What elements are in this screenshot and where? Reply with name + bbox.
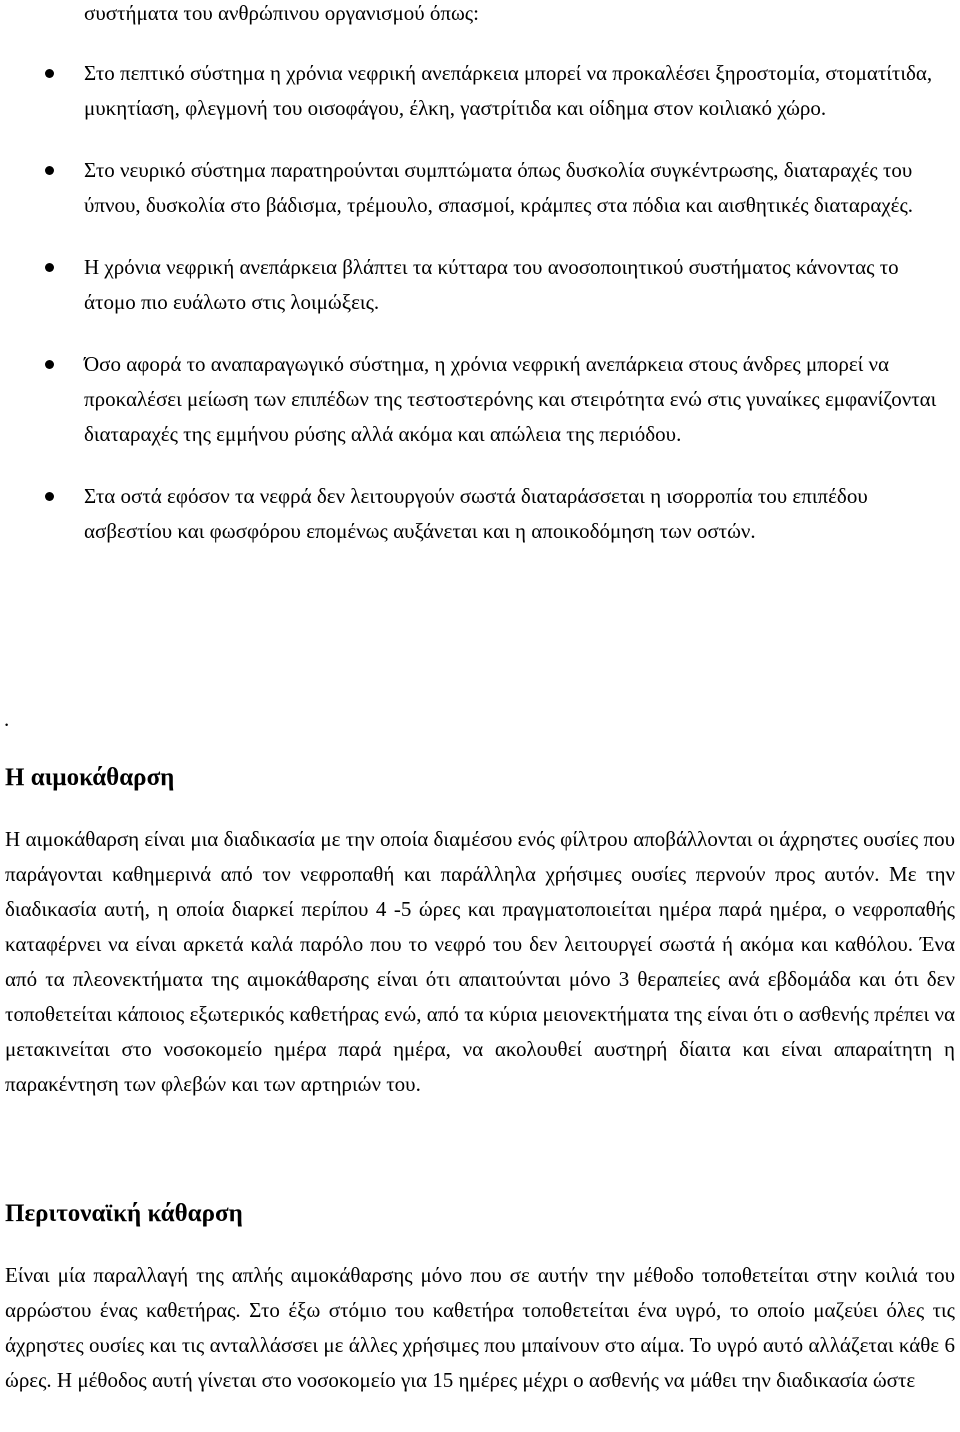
- bullet-icon: [45, 492, 54, 501]
- section-heading: Περιτοναϊκή κάθαρση: [5, 1200, 243, 1227]
- list-item-text: Η χρόνια νεφρική ανεπάρκεια βλάπτει τα κύτταρα του ανοσοποιητικού συστήματος κάνοντας το άτομο πιο ευάλωτο στις λοιμώξεις.: [84, 255, 899, 314]
- hemodialysis-section: [5, 760, 955, 1102]
- list-item-text: Στα οστά εφόσον τα νεφρά δεν λειτουργούν σωστά διαταράσσεται η ισορροπία του επιπέδου ασβεστίου και φωσφόρου επομένως αυξάνεται και η αποικοδόμηση των οστών.: [84, 484, 868, 543]
- section-paragraph: Είναι μία παραλλαγή της απλής αιμοκάθαρσης μόνο που σε αυτήν την μέθοδο τοποθετείται στην κοιλιά του αρρώστου ένας καθετήρας. Στο έξω στόμιο του καθετήρα τοποθετείται ένα υγρό, το οποίο μαζεύει όλες τις άχρηστες ουσίες και τις ανταλλάσσει με άλλες χρήσιμες που μπαίνουν στο αίμα. Το υγρό αυτό αλλάζεται κάθε 6 ώρες. Η μέθοδος αυτή γίνεται στο νοσοκομείο για 15 ημέρες μέχρι ο ασθενής να μάθει την διαδικασία ώστε: [5, 1263, 955, 1392]
- stray-period: .: [4, 707, 10, 731]
- peritoneal-dialysis-section: [5, 1196, 955, 1398]
- list-item-text: Στο πεπτικό σύστημα η χρόνια νεφρική ανεπάρκεια μπορεί να προκαλέσει ξηροστομία, στοματίτιδα, μυκητίαση, φλεγμονή του οισοφάγου, έλκη, γαστρίτιδα και οίδημα στον κοιλιακό χώρο.: [84, 61, 933, 120]
- list-item: [0, 250, 960, 320]
- section-heading: Η αιμοκάθαρση: [5, 764, 175, 791]
- list-item: [0, 56, 960, 126]
- bullet-icon: [45, 69, 54, 78]
- list-item-text: Στο νευρικό σύστημα παρατηρούνται συμπτώματα όπως δυσκολία συγκέντρωσης, διαταραχές του ύπνου, δυσκολία στο βάδισμα, τρέμουλο, σπασμοί, κράμπες στα πόδια και αισθητικές διαταραχές.: [84, 158, 914, 217]
- bullet-icon: [45, 360, 54, 369]
- symptom-list: [0, 56, 960, 576]
- list-item-text: Όσο αφορά το αναπαραγωγικό σύστημα, η χρόνια νεφρική ανεπάρκεια στους άνδρες μπορεί να προκαλέσει μείωση των επιπέδων της τεστοστερόνης και στειρότητα ενώ στις γυναίκες εμφανίζονται διαταραχές της εμμήνου ρύσης αλλά ακόμα και απώλεια της περιόδου.: [84, 352, 937, 446]
- bullet-icon: [45, 166, 54, 175]
- list-item: [0, 347, 960, 452]
- list-item: [0, 153, 960, 223]
- bullet-icon: [45, 263, 54, 272]
- section-paragraph: Η αιμοκάθαρση είναι μια διαδικασία με την οποία διαμέσου ενός φίλτρου αποβάλλονται οι άχρηστες ουσίες που παράγονται καθημερινά από τον νεφροπαθή και παράλληλα χρήσιμες ουσίες περνούν προς αυτόν. Με την διαδικασία αυτή, η οποία διαρκεί περίπου 4 -5 ώρες και πραγματοποιείται ημέρα παρά ημέρα, ο νεφροπαθής καταφέρνει να είναι αρκετά καλά παρόλο που το νεφρό του δεν λειτουργεί σωστά ή ακόμα και καθόλου. Ένα από τα πλεονεκτήματα της αιμοκάθαρσης είναι ότι απαιτούνται μόνο 3 θεραπείες ανά εβδομάδα και ότι δεν τοποθετείται κάποιος εξωτερικός καθετήρας ενώ, από τα κύρια μειονεκτήματα της είναι ότι ο ασθενής πρέπει να μετακινείται στο νοσοκομείο ημέρα παρά ημέρα, να ακολουθεί αυστηρή δίαιτα και είναι απαραίτητη η παρακέντηση των φλεβών και των αρτηριών του.: [5, 827, 955, 1096]
- list-item: [0, 479, 960, 549]
- intro-text: συστήματα του ανθρώπινου οργανισμού όπως:: [84, 1, 479, 25]
